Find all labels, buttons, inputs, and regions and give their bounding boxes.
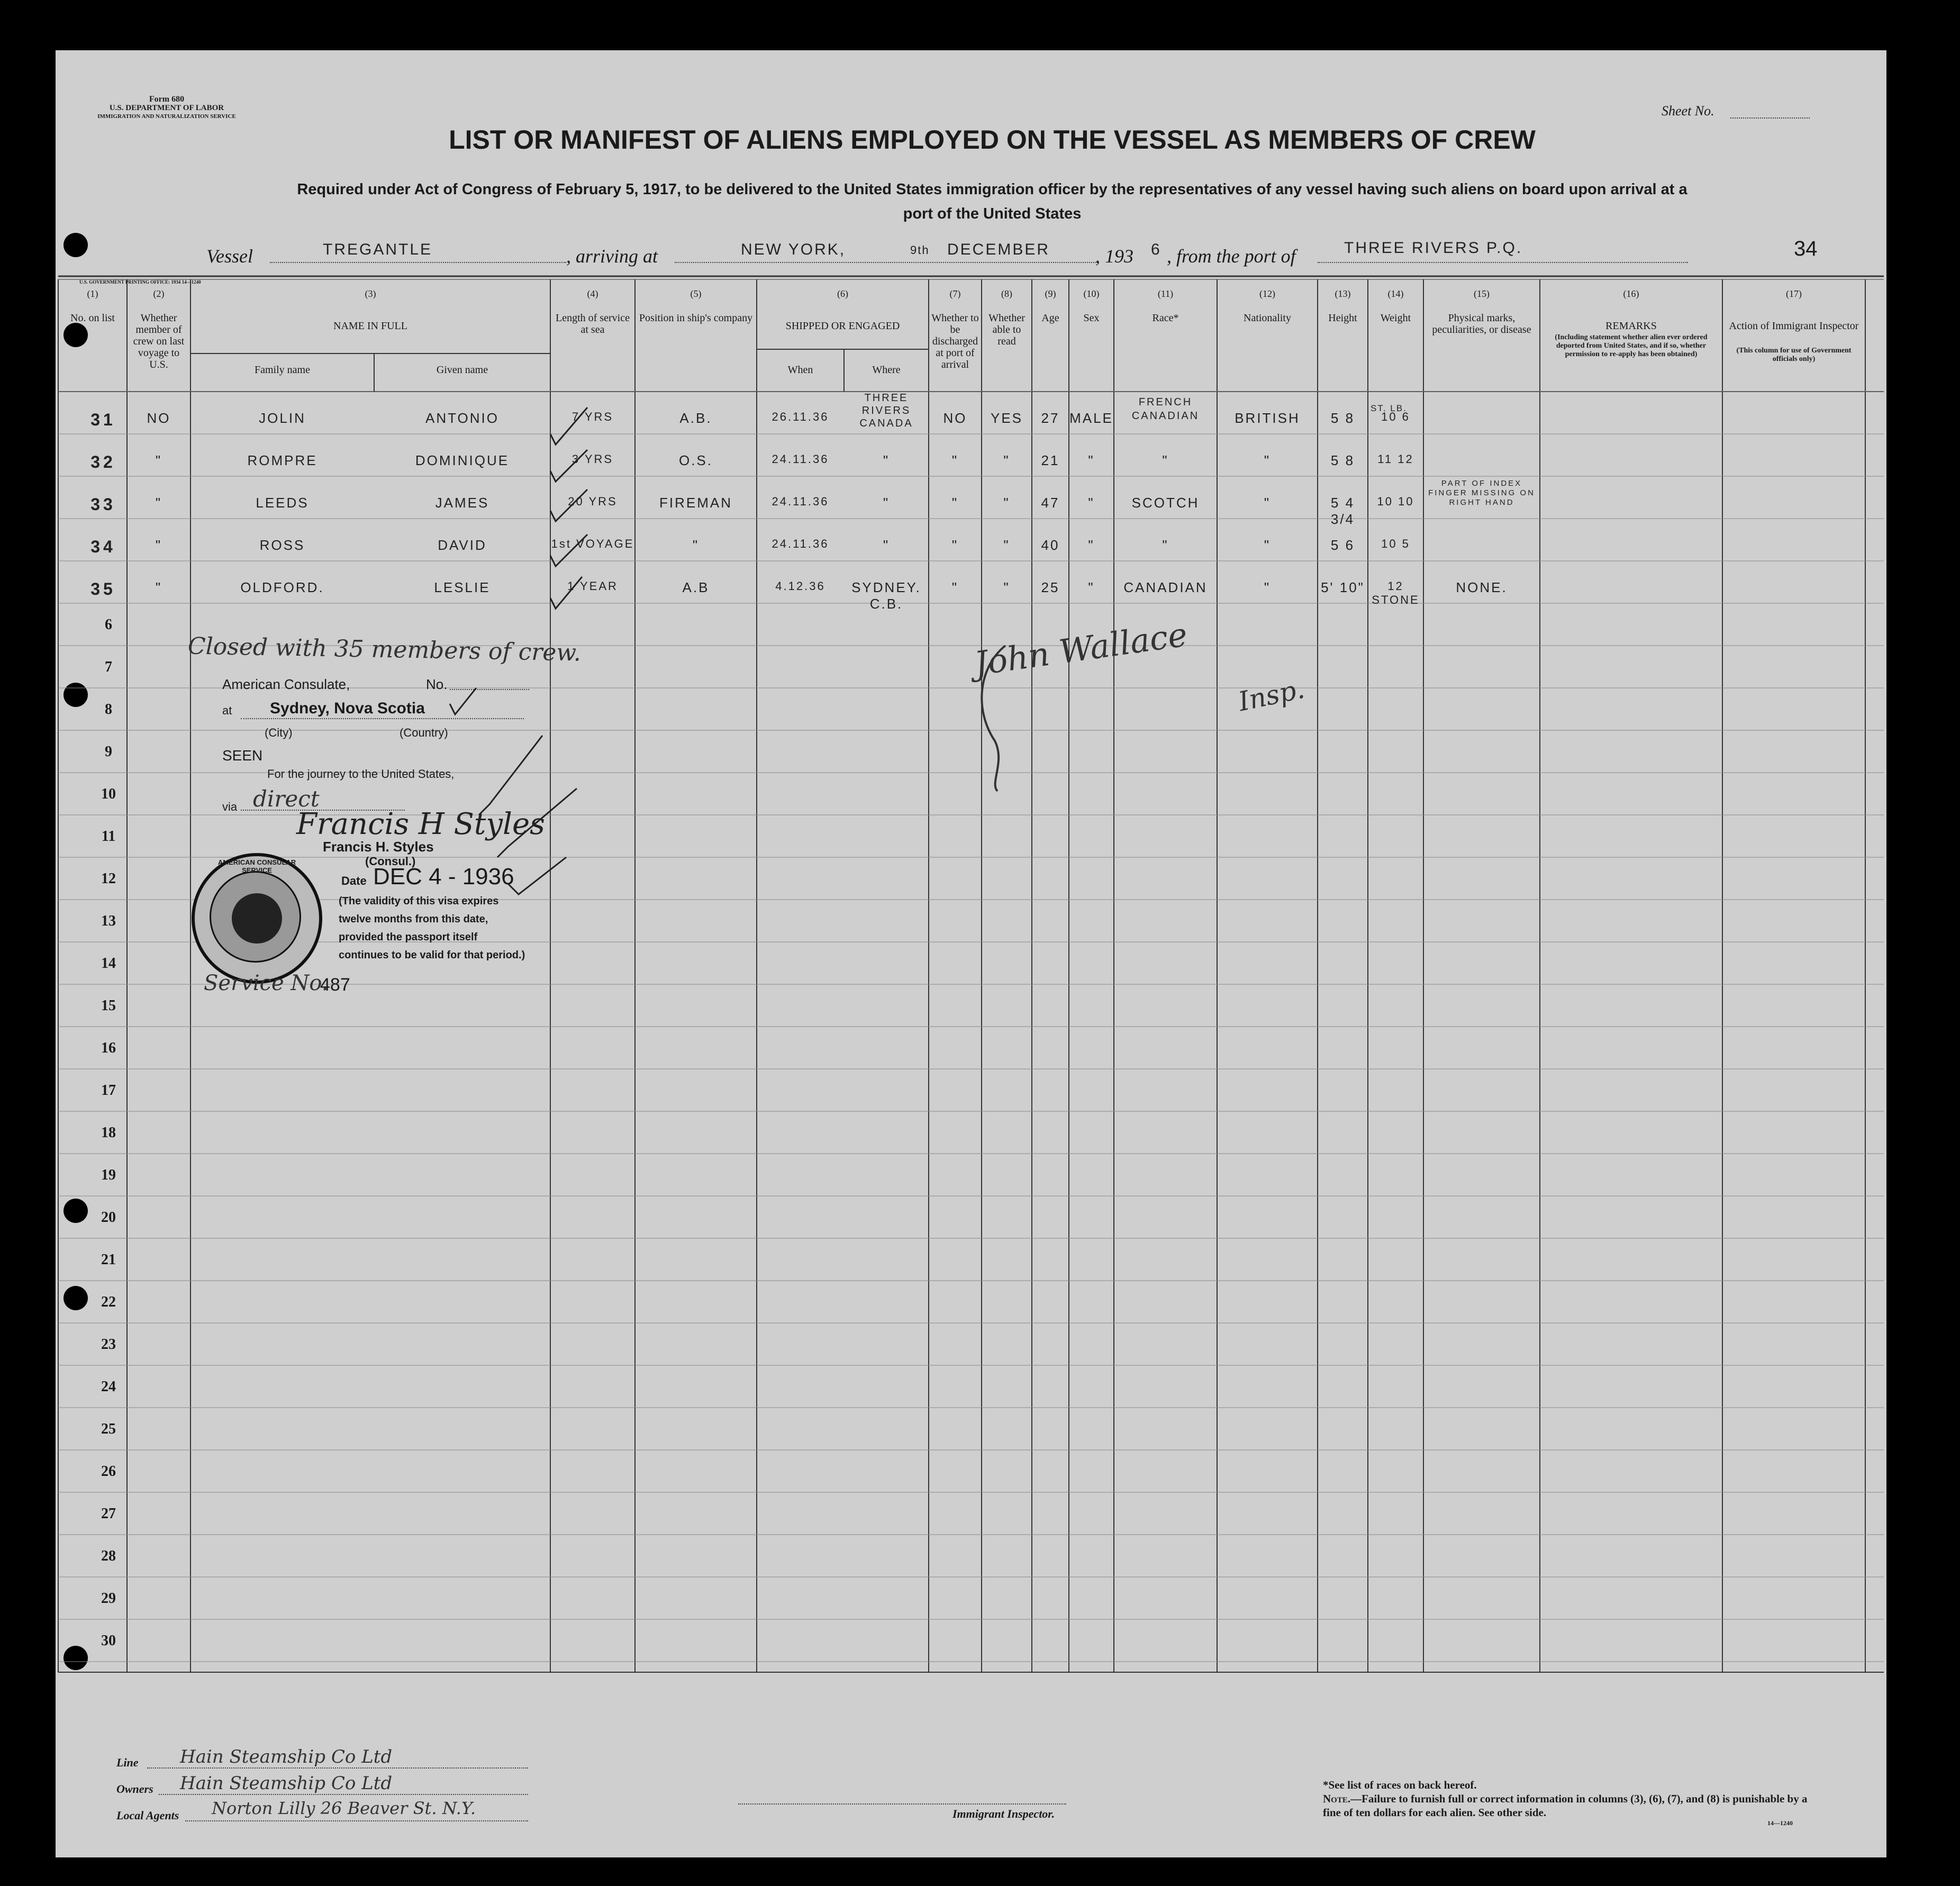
owners-value: Hain Steamship Co Ltd [180, 1773, 393, 1794]
crew-member: " [155, 452, 162, 468]
arriving-label: , arriving at [566, 246, 658, 267]
column-number: (16) [1623, 288, 1639, 299]
row-number: 26 [101, 1463, 116, 1480]
column-header: Weight [1380, 312, 1411, 324]
row-number: 15 [101, 998, 116, 1014]
seal-text: AMERICAN CONSULAR SERVICE [217, 858, 296, 874]
column-number: (1) [87, 288, 98, 299]
column-subheader: When [787, 364, 813, 376]
page-title: LIST OR MANIFEST OF ALIENS EMPLOYED ON THE VESSEL AS MEMBERS OF CREW [449, 125, 1536, 155]
from-port-label: , from the port of [1167, 246, 1296, 267]
vessel-label: Vessel [206, 246, 253, 267]
column-header: NAME IN FULL [333, 320, 407, 332]
crew-member: " [155, 579, 162, 595]
column-header-note: (This column for use of Government officials only) [1736, 347, 1852, 363]
crew-service: 20 YRS [568, 495, 618, 508]
crew-sex: " [1088, 452, 1095, 468]
crew-given: ANTONIO [425, 410, 499, 426]
crew-where: SYDNEY. C.B. [851, 579, 921, 612]
column-number: (11) [1157, 288, 1174, 299]
arrival-month: DECEMBER [947, 241, 1050, 258]
crew-discharged: " [951, 495, 959, 511]
country-label: (Country) [400, 726, 448, 739]
subtitle-line-2: port of the United States [903, 205, 1082, 222]
crew-service: 1 YEAR [567, 579, 618, 593]
crew-member: NO [147, 410, 171, 426]
row-number: 32 [90, 452, 116, 472]
department: U.S. DEPARTMENT OF LABOR [109, 104, 224, 112]
row-number: 17 [101, 1082, 116, 1099]
column-number: (2) [153, 288, 165, 299]
arrival-port: NEW YORK, [741, 241, 846, 258]
row-number: 33 [90, 495, 116, 514]
crew-sex: " [1088, 495, 1095, 511]
crew-height: 5 8 [1330, 410, 1355, 426]
crew-race: CANADIAN [1123, 579, 1208, 595]
crew-height: 5 8 [1330, 452, 1355, 468]
visa-date: DEC 4 - 1936 [373, 864, 514, 890]
departure-port: THREE RIVERS P.Q. [1344, 239, 1523, 257]
column-header: Sex [1083, 312, 1100, 324]
row-number: 18 [101, 1125, 116, 1141]
year-digit: 6 [1151, 241, 1162, 258]
crew-read: " [1003, 537, 1010, 553]
column-header: Position in ship's company [639, 312, 753, 324]
page-number: 34 [1794, 237, 1818, 260]
form-number: Form 680 [149, 95, 185, 104]
crew-family: JOLIN [259, 410, 306, 426]
crew-marks: PART OF INDEX FINGER MISSING ON RIGHT HAND [1428, 479, 1535, 507]
column-header: REMARKS [1605, 320, 1657, 332]
row-number: 6 [105, 616, 112, 633]
row-number: 24 [101, 1379, 116, 1395]
crew-when: 24.11.36 [772, 537, 829, 550]
crew-where: " [883, 452, 890, 468]
crew-family: OLDFORD. [240, 579, 324, 595]
seen-label: SEEN [222, 747, 263, 764]
inspector-title: Insp. [1236, 673, 1308, 718]
at-label: at [222, 704, 232, 717]
column-header: Age [1041, 312, 1059, 324]
row-number: 28 [101, 1548, 116, 1564]
crew-weight: 10 10 [1377, 495, 1414, 508]
weight-units: ST. LB. [1371, 403, 1407, 413]
crew-nationality: " [1264, 579, 1271, 595]
footer-notes [1323, 1778, 1815, 1819]
crew-given: LESLIE [434, 579, 491, 595]
crew-age: 25 [1041, 579, 1060, 595]
crew-discharged: " [951, 579, 959, 595]
crew-discharged: " [951, 452, 959, 468]
crew-position: O.S. [678, 452, 713, 468]
line-line [147, 1767, 528, 1769]
column-number: (15) [1474, 288, 1490, 299]
row-number: 13 [101, 913, 116, 929]
column-subheader: Family name [255, 364, 310, 376]
row-number: 7 [105, 659, 112, 675]
column-header: Nationality [1244, 312, 1291, 324]
service-no-label: Service No. [204, 971, 329, 995]
column-number: (6) [837, 288, 848, 299]
city-label: (City) [265, 726, 293, 739]
crew-weight: 12 STONE [1372, 579, 1420, 606]
crew-weight: 10 5 [1381, 537, 1410, 550]
via-label: via [222, 800, 238, 813]
crew-member: " [155, 537, 162, 553]
crew-when: 4.12.36 [775, 579, 825, 593]
crew-age: 27 [1041, 410, 1060, 426]
crew-service: 3 YRS [571, 452, 614, 466]
column-header-note: (Including statement whether alien ever ordered deported from United States, and if so, whether permission to re-apply has been obtained) [1555, 333, 1708, 358]
column-header: Action of Immigrant Inspector [1729, 320, 1859, 332]
agents-line [185, 1820, 528, 1821]
crew-when: 24.11.36 [772, 495, 829, 508]
consul-label: (Consul.) [365, 855, 416, 868]
crew-position: " [692, 537, 700, 553]
crew-nationality: BRITISH [1235, 410, 1300, 426]
vessel-name: TREGANTLE [323, 241, 433, 258]
crew-age: 47 [1041, 495, 1060, 511]
crew-race: " [1162, 537, 1169, 553]
service: IMMIGRATION AND NATURALIZATION SERVICE [97, 113, 236, 120]
crew-service: 1st VOYAGE [551, 537, 634, 550]
column-number: (12) [1259, 288, 1275, 299]
crew-weight: 11 12 [1377, 452, 1414, 466]
row-number: 22 [101, 1294, 116, 1310]
column-number: (9) [1045, 288, 1056, 299]
crew-nationality: " [1264, 495, 1271, 511]
column-number: (14) [1387, 288, 1404, 299]
column-header: Physical marks, peculiarities, or disease [1432, 312, 1531, 336]
crew-age: 40 [1041, 537, 1060, 553]
owners-label: Owners [116, 1782, 153, 1796]
column-subheader: Given name [436, 364, 488, 376]
crew-where: " [883, 495, 890, 511]
row-number: 8 [105, 701, 112, 718]
column-number: (3) [365, 288, 376, 299]
column-header: SHIPPED OR ENGAGED [785, 320, 900, 332]
column-header: Whether able to read [988, 312, 1025, 347]
crew-when: 24.11.36 [772, 452, 829, 466]
agents-label: Local Agents [116, 1809, 179, 1822]
sheet-number-label: Sheet No. [1662, 103, 1714, 119]
row-number: 20 [101, 1209, 116, 1226]
row-number: 31 [90, 410, 116, 429]
inspector-line [738, 1803, 1066, 1805]
column-header: Length of service at sea [556, 312, 630, 336]
row-number: 34 [90, 537, 116, 556]
column-header: Height [1328, 312, 1357, 324]
column-header: Whether to be discharged at port of arrival [931, 312, 979, 370]
crew-given: DOMINIQUE [415, 452, 510, 468]
subtitle-line-1: Required under Act of Congress of February 5, 1917, to be delivered to the United States immigration officer by the representatives of any vessel having such aliens on board upon arrival at a [297, 181, 1687, 198]
crew-nationality: " [1264, 452, 1271, 468]
column-number: (7) [949, 288, 961, 299]
consulate-label: American Consulate, [222, 676, 350, 692]
crew-member: " [155, 495, 162, 511]
row-number: 11 [101, 828, 116, 845]
row-number: 23 [101, 1336, 116, 1353]
column-number: (13) [1335, 288, 1351, 299]
crew-sex: MALE [1069, 410, 1113, 426]
row-number: 16 [101, 1040, 116, 1056]
crew-position: FIREMAN [659, 495, 732, 511]
column-number: (5) [690, 288, 702, 299]
year-label: , 193 [1095, 246, 1133, 267]
closed-note: Closed with 35 members of crew. [187, 632, 582, 667]
column-number: (4) [587, 288, 598, 299]
crew-marks: NONE. [1456, 579, 1508, 595]
row-number: 25 [101, 1421, 116, 1437]
via-route: direct [253, 786, 320, 812]
crew-height: 5 6 [1330, 537, 1355, 553]
line-label: Line [116, 1756, 139, 1769]
row-number: 30 [101, 1633, 116, 1649]
crew-family: ROSS [259, 537, 305, 553]
line-value: Hain Steamship Co Ltd [180, 1746, 393, 1767]
crew-age: 21 [1041, 452, 1060, 468]
date-label: Date [341, 874, 367, 887]
row-number: 14 [101, 955, 116, 972]
crew-weight: 10 6 [1381, 410, 1410, 423]
row-number: 10 [101, 786, 116, 802]
crew-discharged: " [951, 537, 959, 553]
row-number: 27 [101, 1506, 116, 1522]
visa-validity-note: (The validity of this visa expires twelve months from this date, provided the passport itself continues to be valid for that period.) [339, 895, 525, 961]
service-number: 487 [320, 975, 350, 995]
crew-race: FRENCH CANADIAN [1131, 396, 1200, 422]
row-number: 35 [90, 579, 116, 599]
inspector-label: Immigrant Inspector. [952, 1807, 1055, 1820]
crew-sex: " [1088, 537, 1095, 553]
agents-value: Norton Lilly 26 Beaver St. N.Y. [212, 1798, 476, 1818]
owners-line [159, 1794, 528, 1795]
crew-family: LEEDS [256, 495, 309, 511]
column-subheader: Where [872, 364, 901, 376]
column-header: Whether member of crew on last voyage to U.S. [133, 312, 185, 370]
form-code: 14—1240 [1767, 1819, 1793, 1827]
inspector-signature: John Wallace [972, 615, 1190, 683]
crew-position: A.B [682, 579, 710, 595]
consulate-no-label: No. [426, 676, 448, 692]
row-number: 21 [101, 1252, 116, 1268]
note-label: Note. [1323, 1792, 1351, 1805]
note-text: —Failure to furnish full or correct information in columns (3), (6), (7), and (8) is punishable by a fine of ten dollars for each alien. See other side. [1323, 1792, 1808, 1819]
crew-read: " [1003, 452, 1010, 468]
column-header: No. on list [70, 312, 115, 324]
crew-where: THREE RIVERS CANADA [859, 392, 913, 429]
crew-nationality: " [1264, 537, 1271, 553]
crew-read: YES [990, 410, 1023, 426]
crew-sex: " [1088, 579, 1095, 595]
crew-position: A.B. [679, 410, 712, 426]
row-number: 29 [101, 1590, 116, 1607]
row-number: 12 [101, 871, 116, 887]
row-number: 19 [101, 1167, 116, 1183]
consul-name: Francis H. Styles [323, 839, 434, 855]
consul-signature: Francis H Styles [296, 807, 545, 841]
column-header: Race* [1152, 312, 1179, 324]
column-number: (8) [1001, 288, 1012, 299]
column-number: (10) [1083, 288, 1100, 299]
column-number: (17) [1786, 288, 1802, 299]
consulate-city: Sydney, Nova Scotia [270, 700, 425, 717]
crew-discharged: NO [943, 410, 967, 426]
crew-given: DAVID [438, 537, 487, 553]
crew-height: 5 4 3/4 [1330, 495, 1355, 527]
crew-race: SCOTCH [1131, 495, 1200, 511]
crew-where: " [883, 537, 890, 553]
races-note: *See list of races on back hereof. [1323, 1779, 1477, 1791]
crew-given: JAMES [435, 495, 489, 511]
journey-label: For the journey to the United States, [267, 767, 455, 781]
crew-read: " [1003, 579, 1010, 595]
crew-family: ROMPRE [247, 452, 317, 468]
printing-note: U.S. GOVERNMENT PRINTING OFFICE: 1934 14—1240 [79, 279, 201, 285]
row-number: 9 [105, 743, 112, 760]
crew-race: " [1162, 452, 1169, 468]
crew-service: 7 YRS [571, 410, 614, 423]
crew-when: 26.11.36 [772, 410, 829, 423]
arrival-day: 9th [910, 243, 930, 257]
crew-read: " [1003, 495, 1010, 511]
crew-height: 5' 10" [1321, 579, 1365, 595]
